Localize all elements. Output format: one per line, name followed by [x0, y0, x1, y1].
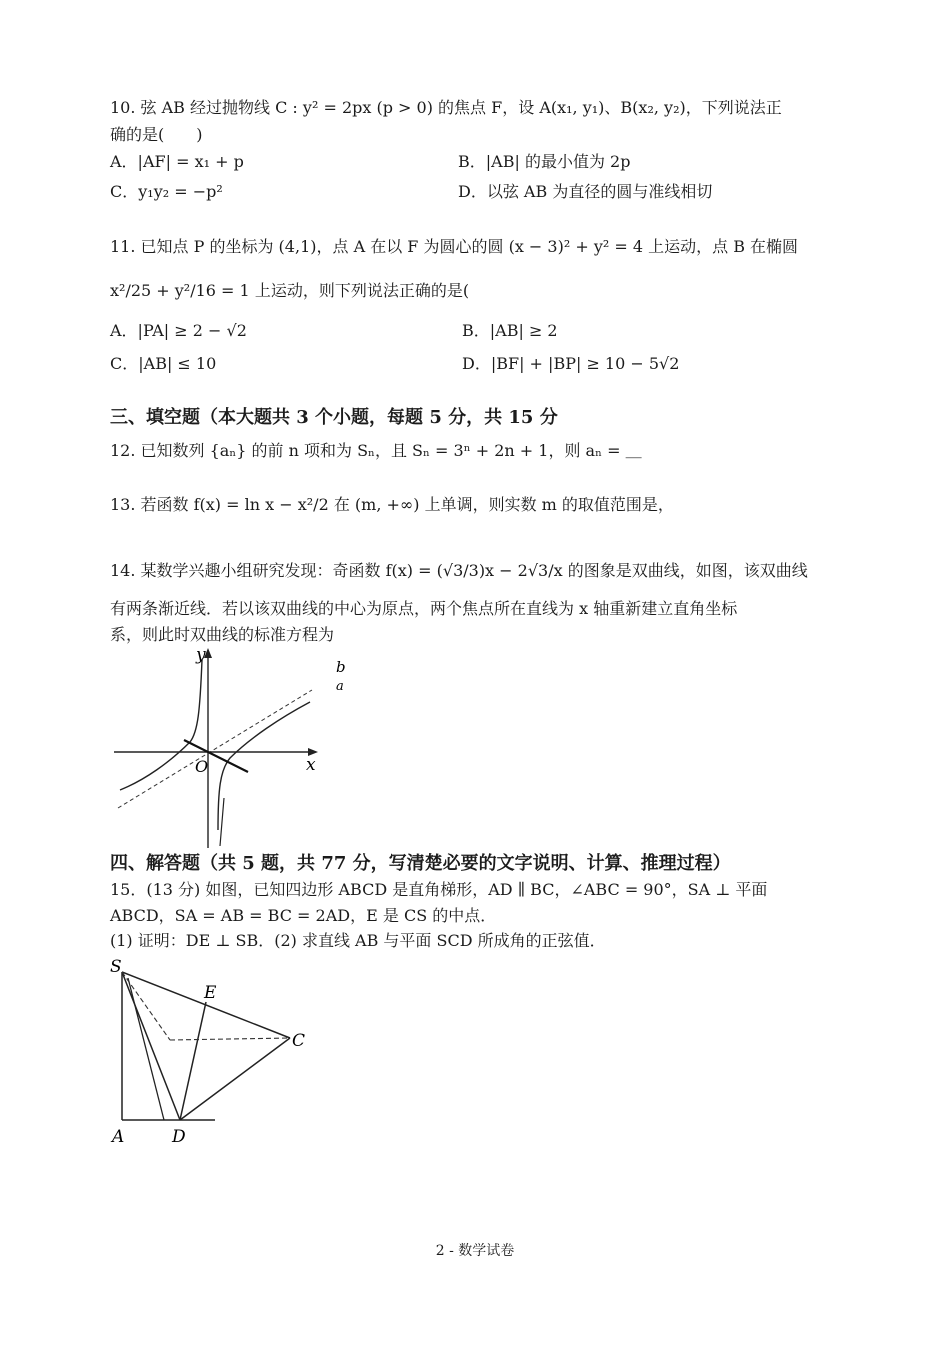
section3-heading: 三、填空题（本大题共 3 个小题，每题 5 分，共 15 分: [110, 407, 558, 428]
q15-line3: (1) 证明：DE ⊥ SB．(2) 求直线 AB 与平面 SCD 所成角的正弦值．: [110, 931, 606, 950]
q11-option-c: C．|AB| ≤ 10: [110, 354, 217, 373]
q15-label-D: D: [172, 1127, 186, 1147]
q15-label-S: S: [110, 957, 122, 977]
q14-asymptote: [118, 690, 312, 808]
q15-line2: ABCD，SA = AB = BC = 2AD，E 是 CS 的中点．: [110, 906, 497, 925]
q11-option-d: D．|BF| + |BP| ≥ 10 − 5√2: [462, 354, 680, 373]
q14-line2: 有两条渐近线．若以该双曲线的中心为原点，两个焦点所在直线为 x 轴重新建立直角坐标: [110, 599, 738, 618]
q14-line3: 系，则此时双曲线的标准方程为: [110, 625, 335, 644]
q10-option-c: C．y₁y₂ = −p²: [110, 182, 223, 201]
q14-hyperbola-figure: [100, 640, 370, 855]
q15-label-C: C: [292, 1031, 306, 1051]
q14-y-label: y: [196, 645, 206, 665]
q14-note-bottom: a: [336, 679, 344, 694]
q10-stem-line1: 10. 弦 AB 经过抛物线 C : y² = 2px (p > 0) 的焦点 F，设 A(x₁, y₁)、B(x₂, y₂)，下列说法正: [110, 98, 782, 117]
q10-stem-line2: 确的是( ): [110, 125, 203, 144]
q15-label-A: A: [112, 1127, 125, 1147]
q14-lower-stroke: [220, 798, 224, 846]
section4-heading: 四、解答题（共 5 题，共 77 分，写清楚必要的文字说明、计算、推理过程）: [110, 853, 731, 874]
q11-option-a: A．|PA| ≥ 2 − √2: [110, 321, 247, 340]
q15-edge-BC-hidden: [170, 1038, 290, 1040]
q10-option-d: D．以弦 AB 为直径的圆与准线相切: [458, 182, 713, 201]
q15-edge-DC: [180, 1038, 290, 1120]
q15-edge-SD-back: [128, 978, 164, 1120]
page-footer: 2 - 数学试卷: [435, 1243, 515, 1259]
q14-x-label: x: [306, 755, 316, 775]
q14-line1: 14. 某数学兴趣小组研究发现：奇函数 f(x) = (√3/3)x − 2√3/x 的图象是双曲线，如图，该双曲线: [110, 561, 808, 580]
q10-option-b: B．|AB| 的最小值为 2p: [458, 152, 631, 171]
q15-segment-ED: [180, 1002, 206, 1120]
q10-option-a: A．|AF| = x₁ + p: [110, 152, 244, 171]
q12-text: 12. 已知数列 {aₙ} 的前 n 项和为 Sₙ，且 Sₙ = 3ⁿ + 2n + 1，则 aₙ = ＿: [110, 441, 642, 460]
q13-text: 13. 若函数 f(x) = ln x − x²/2 在 (m, +∞) 上单调，则实数 m 的取值范围是，: [110, 495, 674, 514]
q14-origin-label: O: [195, 757, 209, 776]
q15-pyramid-figure: [100, 950, 330, 1150]
q11-stem-line1: 11. 已知点 P 的坐标为 (4,1)，点 A 在以 F 为圆心的圆 (x − 3)² + y² = 4 上运动，点 B 在椭圆: [110, 237, 799, 256]
q11-option-b: B．|AB| ≥ 2: [462, 321, 558, 340]
q14-hyperbola-branch-lower: [218, 702, 310, 830]
q11-stem-line2: x²/25 + y²/16 = 1 上运动，则下列说法正确的是(: [110, 281, 470, 300]
q14-note-top: b: [336, 658, 346, 676]
q14-pen-mark: [184, 740, 248, 772]
q15-line1: 15．(13 分) 如图，已知四边形 ABCD 是直角梯形，AD ∥ BC，∠ABC = 90°，SA ⊥ 平面: [110, 880, 768, 899]
q14-hyperbola-branch-upper: [120, 660, 202, 790]
q15-label-E: E: [204, 983, 217, 1003]
q15-edge-SD: [122, 972, 180, 1120]
